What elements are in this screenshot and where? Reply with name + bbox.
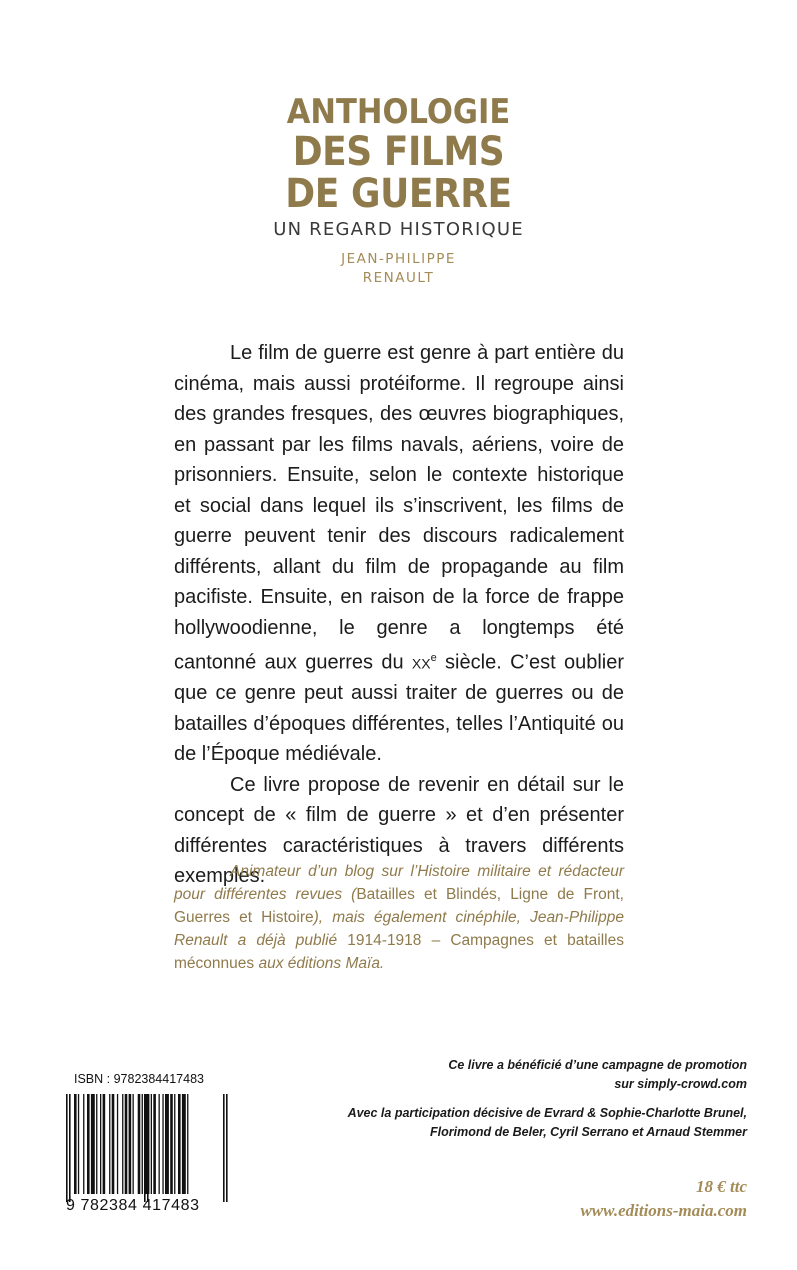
bio-text-3: aux éditions Maïa. [254, 955, 385, 972]
promo-line-3: Avec la participation décisive de Evrard & Sophie-Charlotte Brunel, [347, 1106, 747, 1120]
promo-line-1: Ce livre a bénéficié d’une campagne de promotion [448, 1058, 747, 1072]
author-last-name: RENAULT [362, 270, 435, 286]
blurb-text-1a: Le film de guerre est genre à part entière du cinéma, mais aussi protéiforme. Il regroupe ainsi des grandes fresques, des œuvres biographiques, en passant par les films navals, aériens, voire de prisonniers. Ensuite, selon le contexte historique et social dans lequel ils s’inscrivent, les films de guerre peuvent tenir des discours radicalement différents, allant du film de propagande au film pacifiste. Ensuite, en raison de la force de frappe hollywoodienne, le genre a longtemps été cantonné aux guerres du [174, 342, 624, 674]
title-line-2: DES FILMS [292, 129, 505, 175]
author-bio [174, 860, 624, 975]
century-numeral: xx [411, 651, 431, 674]
blurb-paragraph-2: Ce livre propose de revenir en détail sur le concept de « film de guerre » et d’en présenter différentes caractéristiques à travers différents exemples. [174, 773, 624, 888]
bio-text-2: ), mais également cinéphile, Jean-Philippe Renault a déjà publié [174, 909, 624, 949]
barcode-digits: 9 782384 417483 [66, 1197, 200, 1214]
promo-line-2: sur simply-crowd.com [614, 1077, 747, 1091]
century-superscript: e [430, 652, 437, 664]
barcode-icon [66, 1094, 230, 1202]
author-first-name: JEAN-PHILIPPE [341, 251, 456, 267]
title-block [0, 93, 797, 288]
publisher-website: www.editions-maia.com [580, 1201, 747, 1220]
isbn-label: ISBN : 9782384417483 [74, 1072, 204, 1086]
title-line-1: ANTHOLOGIE [286, 92, 511, 132]
blurb-text-1b: siècle. C’est oublier que ce genre peut aussi traiter de guerres ou de batailles d’époques différentes, telles l’Antiquité ou de l’Époque médiévale. [174, 651, 625, 766]
back-cover-blurb [174, 338, 624, 892]
subtitle: UN REGARD HISTORIQUE [273, 219, 524, 240]
blurb-paragraph-1 [174, 338, 624, 770]
title-line-3: DE GUERRE [285, 171, 512, 217]
price-block [580, 1175, 747, 1223]
bio-previous-book: 1914-1918 – Campagnes et batailles méconnues [174, 932, 624, 972]
promo-line-4: Florimond de Beler, Cyril Serrano et Arnaud Stemmer [430, 1125, 747, 1139]
bio-text-1: Animateur d’un blog sur l’Histoire militaire et rédacteur pour différentes revues ( [174, 863, 624, 903]
author-name [0, 250, 797, 288]
promotion-credits [307, 1056, 747, 1142]
price: 18 € ttc [696, 1177, 747, 1196]
bio-journals: Batailles et Blindés, Ligne de Front, Guerres et Histoire [174, 886, 624, 926]
